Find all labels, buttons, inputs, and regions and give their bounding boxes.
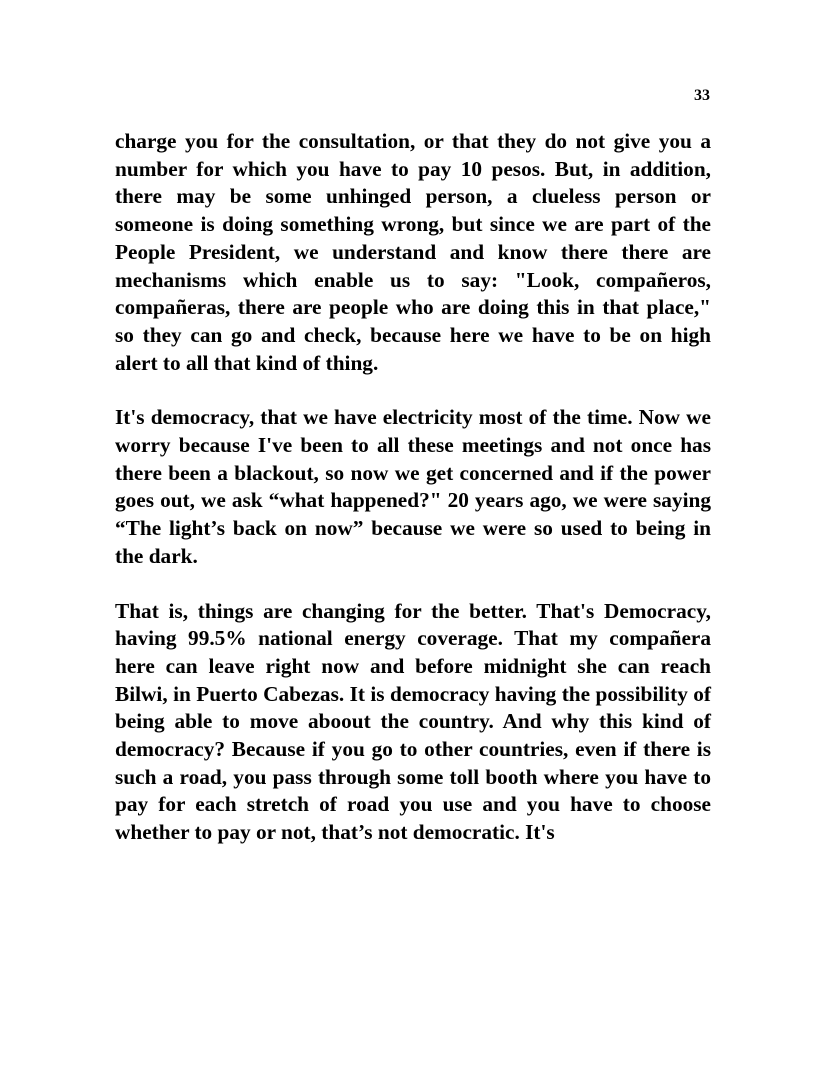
paragraph-1: charge you for the consultation, or that they do not give you a number for which you have to pay 10 pesos. But, in addition, there may be some unhinged person, a clueless person or someone is doing something wrong, but since we are part of the People President, we understand and know there there are mechanisms which enable us to say: "Look, compañeros, compañeras, there are people who are doing this in that place," so they can go and check, because here we have to be on high alert to all that kind of thing. (115, 129, 711, 375)
paragraph-3: That is, things are changing for the better. That's Democracy, having 99.5% national energy coverage. That my compañera here can leave right now and before midnight she can reach Bilwi, in Puerto Cabezas. It is democracy having the possibility of being able to move aboout the country. And why this kind of democracy? Because if you go to other countries, even if there is such a road, you pass through some toll booth where you have to pay for each stretch of road you use and you have to choose whether to pay or not, that’s not democratic. It's (115, 598, 711, 845)
body-text (115, 128, 711, 874)
page-number: 33 (694, 87, 710, 104)
paragraph-2: It's democracy, that we have electricity most of the time. Now we worry because I've been to all these meetings and not once has there been a blackout, so now we get concerned and if the power goes out, we ask “what happened?" 20 years ago, we were saying “The light’s back on now” because we were so used to being in the dark. (115, 405, 711, 568)
